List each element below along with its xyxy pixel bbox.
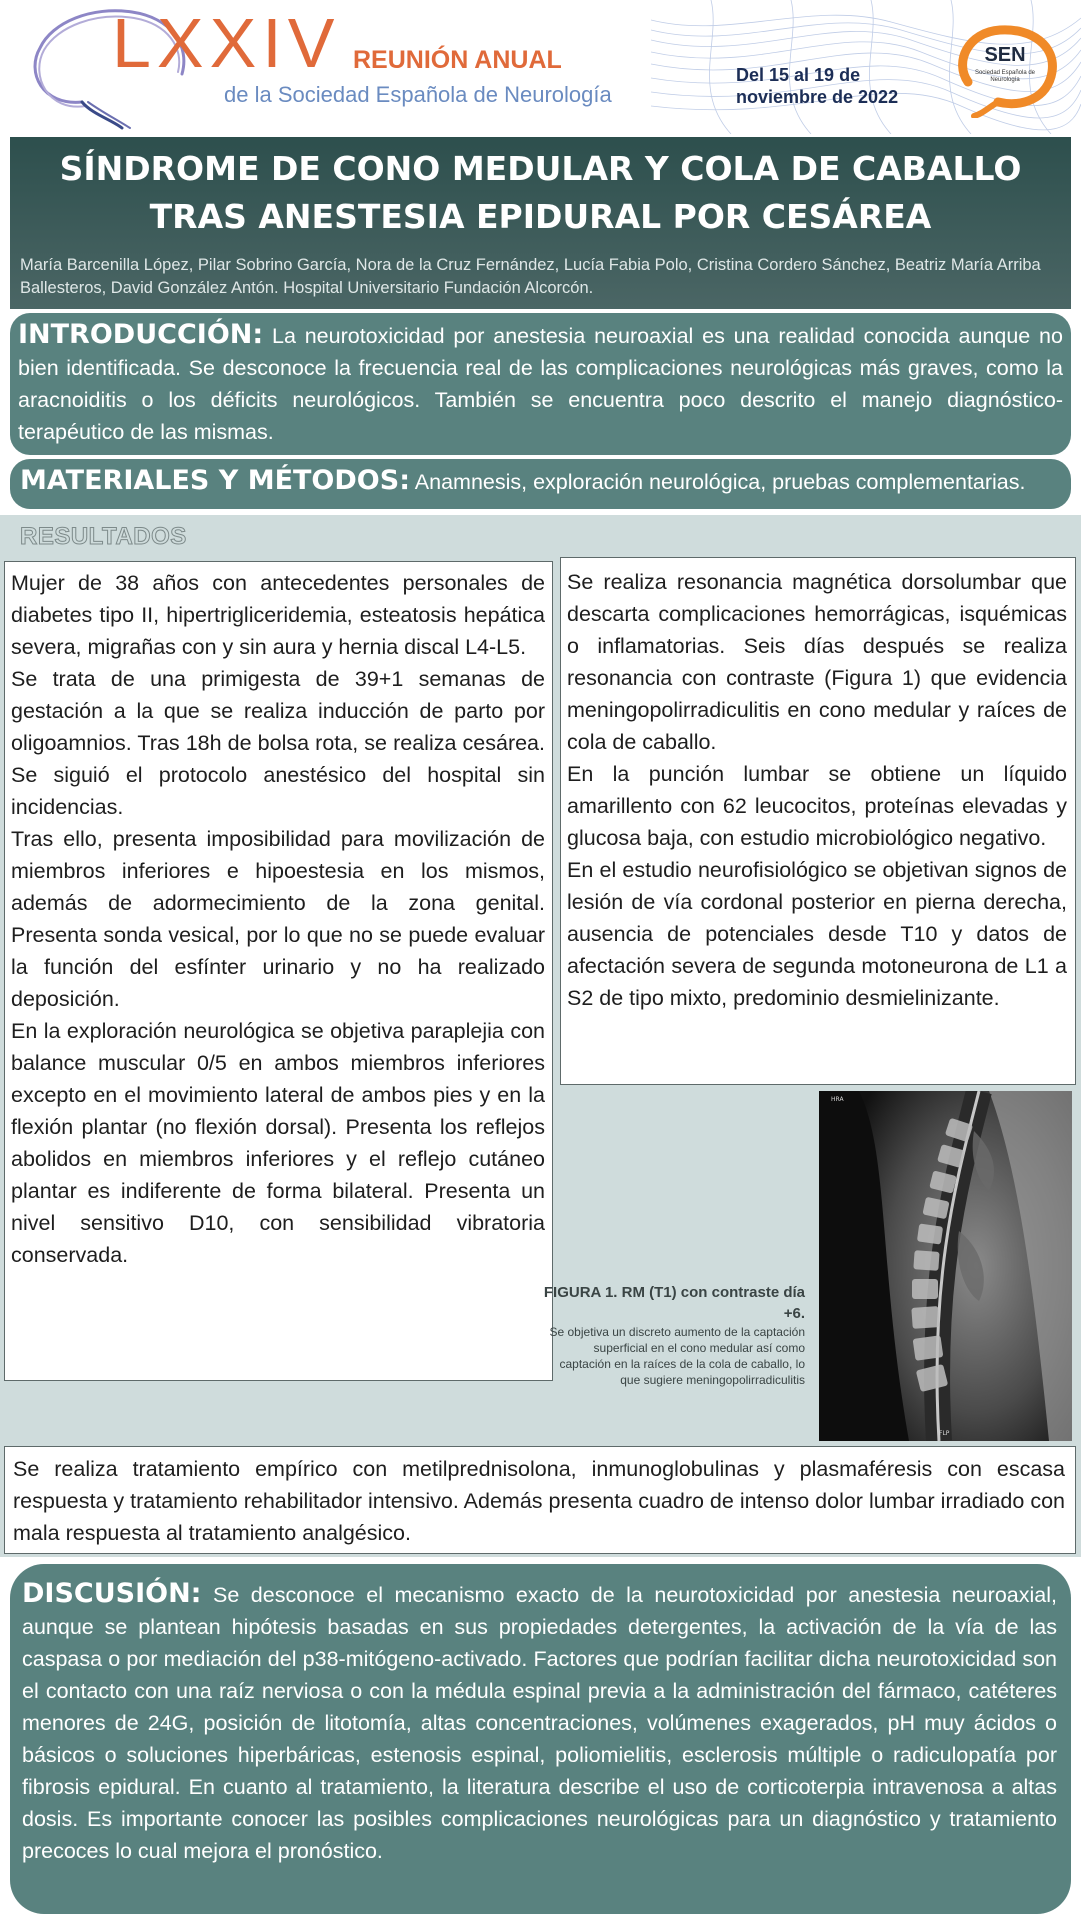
discussion-heading: DISCUSIÓN:: [22, 1578, 202, 1609]
introduction-body: [18, 319, 1063, 448]
authors-affiliation: María Barcenilla López, Pilar Sobrino García, Nora de la Cruz Fernández, Lucía Fabia Polo, Cristina Cordero Sánchez, Beatriz María Arriba Ballesteros, David González Antón. Hospital Universitario Fundación Alcorcón.: [20, 256, 1041, 297]
investigation-paragraph: Se realiza resonancia magnética dorsolumbar que descarta complicaciones hemorrágicas, isquémicas o inflamatorias. Seis días después se realiza resonancia con contraste (Figura 1) que evidencia meningopolirradiculitis en cono medular y raíces de cola de caballo.: [567, 570, 1067, 754]
sen-logo: [948, 22, 1062, 118]
discussion-text: Se desconoce el mecanismo exacto de la neurotoxicidad por anestesia neuroaxial, aunque se plantean hipótesis basadas en sus propiedades detergentes, la activación de la vía de las caspasa o por mediación del p38-mitógeno-activado. Factores que podrían facilitar dicha neurotoxicidad son el contacto con una raíz nerviosa o con la médula espinal previa a la administración del fármaco, catéteres menores de 24G, posición de litotomía, altas concentraciones, volúmenes exagerados, pH muy ácidos o básicos o soluciones hiperbáricas, estenosis espinal, poliomielitis, esclerosis múltiple o radiculopatía por fibrosis epidural. En cuanto al tratamiento, la literatura describe el uso de corticoterpia intravenosa a altas dosis. Es importante conocer las posibles complicaciones neurológicas para un diagnóstico y tratamiento precoces lo cual mejora el pronóstico.: [22, 1583, 1057, 1863]
mri-spine-image: [819, 1091, 1072, 1441]
results-section: [0, 515, 1081, 1557]
treatment-box: [4, 1446, 1076, 1554]
investigation-paragraph: En el estudio neurofisiológico se objetivan signos de lesión de vía cordonal posterior en pierna derecha, ausencia de potenciales desde T10 y datos de afectación severa de segunda motoneurona de L1 a S2 de tipo mixto, predominio desmielinizante.: [567, 858, 1067, 1010]
sen-logo-subtext: Sociedad Española de Neurología: [974, 70, 1036, 83]
treatment-text: Se realiza tratamiento empírico con metilprednisolona, inmunoglobulinas y plasmaféresis con escasa respuesta y tratamiento rehabilitador intensivo. Además presenta cuadro de intenso dolor lumbar irradiado con mala respuesta al tratamiento analgésico.: [13, 1457, 1065, 1545]
figure-title: FIGURA 1. RM (T1) con contraste día +6.: [543, 1284, 805, 1322]
investigations-box: [560, 557, 1076, 1085]
methods-heading: MATERIALES Y MÉTODOS:: [20, 465, 410, 496]
case-paragraph: En la exploración neurológica se objetiva paraplejia con balance muscular 0/5 en ambos miembros inferiores excepto en el movimiento lateral de ambos pies y en la flexión plantar (no flexión dorsal). Presenta los reflejos abolidos en miembros inferiores y el reflejo cutáneo plantar es indiferente de forma bilateral. Presenta un nivel sensitivo D10, con sensibilidad vibratoria conservada.: [11, 1019, 545, 1267]
methods-text: Anamnesis, exploración neurológica, pruebas complementarias.: [414, 470, 1026, 494]
case-history-text: [11, 567, 545, 1271]
results-heading: RESULTADOS: [20, 523, 187, 550]
congress-edition-number: LXXIV: [112, 4, 341, 82]
svg-text:HRA: HRA: [831, 1096, 844, 1103]
investigations-text: [567, 566, 1067, 1014]
introduction-section: [10, 313, 1071, 455]
discussion-body: [22, 1578, 1057, 1867]
congress-header: [0, 0, 1081, 134]
congress-dates: Del 15 al 19 de noviembre de 2022: [736, 65, 899, 107]
methods-body: [20, 465, 1063, 498]
case-paragraph: Mujer de 38 años con antecedentes personales de diabetes tipo II, hipertrigliceridemia, esteatosis hepática severa, migrañas con y sin aura y hernia discal L4-L5.: [11, 571, 545, 659]
poster-title: SÍNDROME DE CONO MEDULAR Y COLA DE CABALLO TRAS ANESTESIA EPIDURAL POR CESÁREA: [59, 149, 1022, 236]
society-name: de la Sociedad Española de Neurología: [224, 82, 612, 107]
case-paragraph: Tras ello, presenta imposibilidad para movilización de miembros inferiores e hipoestesia en los mismos, además de adormecimiento de la zona genital. Presenta sonda vesical, por lo que no se puede evaluar la función del esfínter urinario y no ha realizado deposición.: [11, 827, 545, 1011]
case-paragraph: Se trata de una primigesta de 39+1 semanas de gestación a la que se realiza inducción de parto por oligoamnios. Tras 18h de bolsa rota, se realiza cesárea. Se siguió el protocolo anestésico del hospital sin incidencias.: [11, 667, 545, 819]
figure-caption: [540, 1282, 805, 1388]
investigation-paragraph: En la punción lumbar se obtiene un líquido amarillento con 62 leucocitos, proteínas elevadas y glucosa baja, con estudio microbiológico negativo.: [567, 762, 1067, 850]
sen-logo-text: SEN: [984, 44, 1026, 66]
introduction-heading: INTRODUCCIÓN:: [18, 319, 264, 350]
figure-description: Se objetiva un discreto aumento de la captación superficial en el cono medular así como captación en la raíces de la cola de caballo, lo que sugiere meningopolirradiculitis: [549, 1325, 805, 1387]
title-banner: [10, 137, 1071, 309]
case-history-box: [4, 561, 553, 1381]
methods-section: [10, 459, 1071, 509]
discussion-section: [10, 1564, 1071, 1914]
mri-sagittal-spine-icon: [819, 1091, 1072, 1441]
meeting-title: REUNIÓN ANUAL: [353, 46, 562, 74]
introduction-text: La neurotoxicidad por anestesia neuroaxial es una realidad conocida aunque no bien identificada. Se desconoce la frecuencia real de las complicaciones neurológicas más graves, como la aracnoiditis o los déficits neurológicos. También se encuentra poco descrito el manejo diagnóstico-terapéutico de las mismas.: [18, 324, 1063, 444]
svg-text:FLP: FLP: [939, 1430, 950, 1437]
